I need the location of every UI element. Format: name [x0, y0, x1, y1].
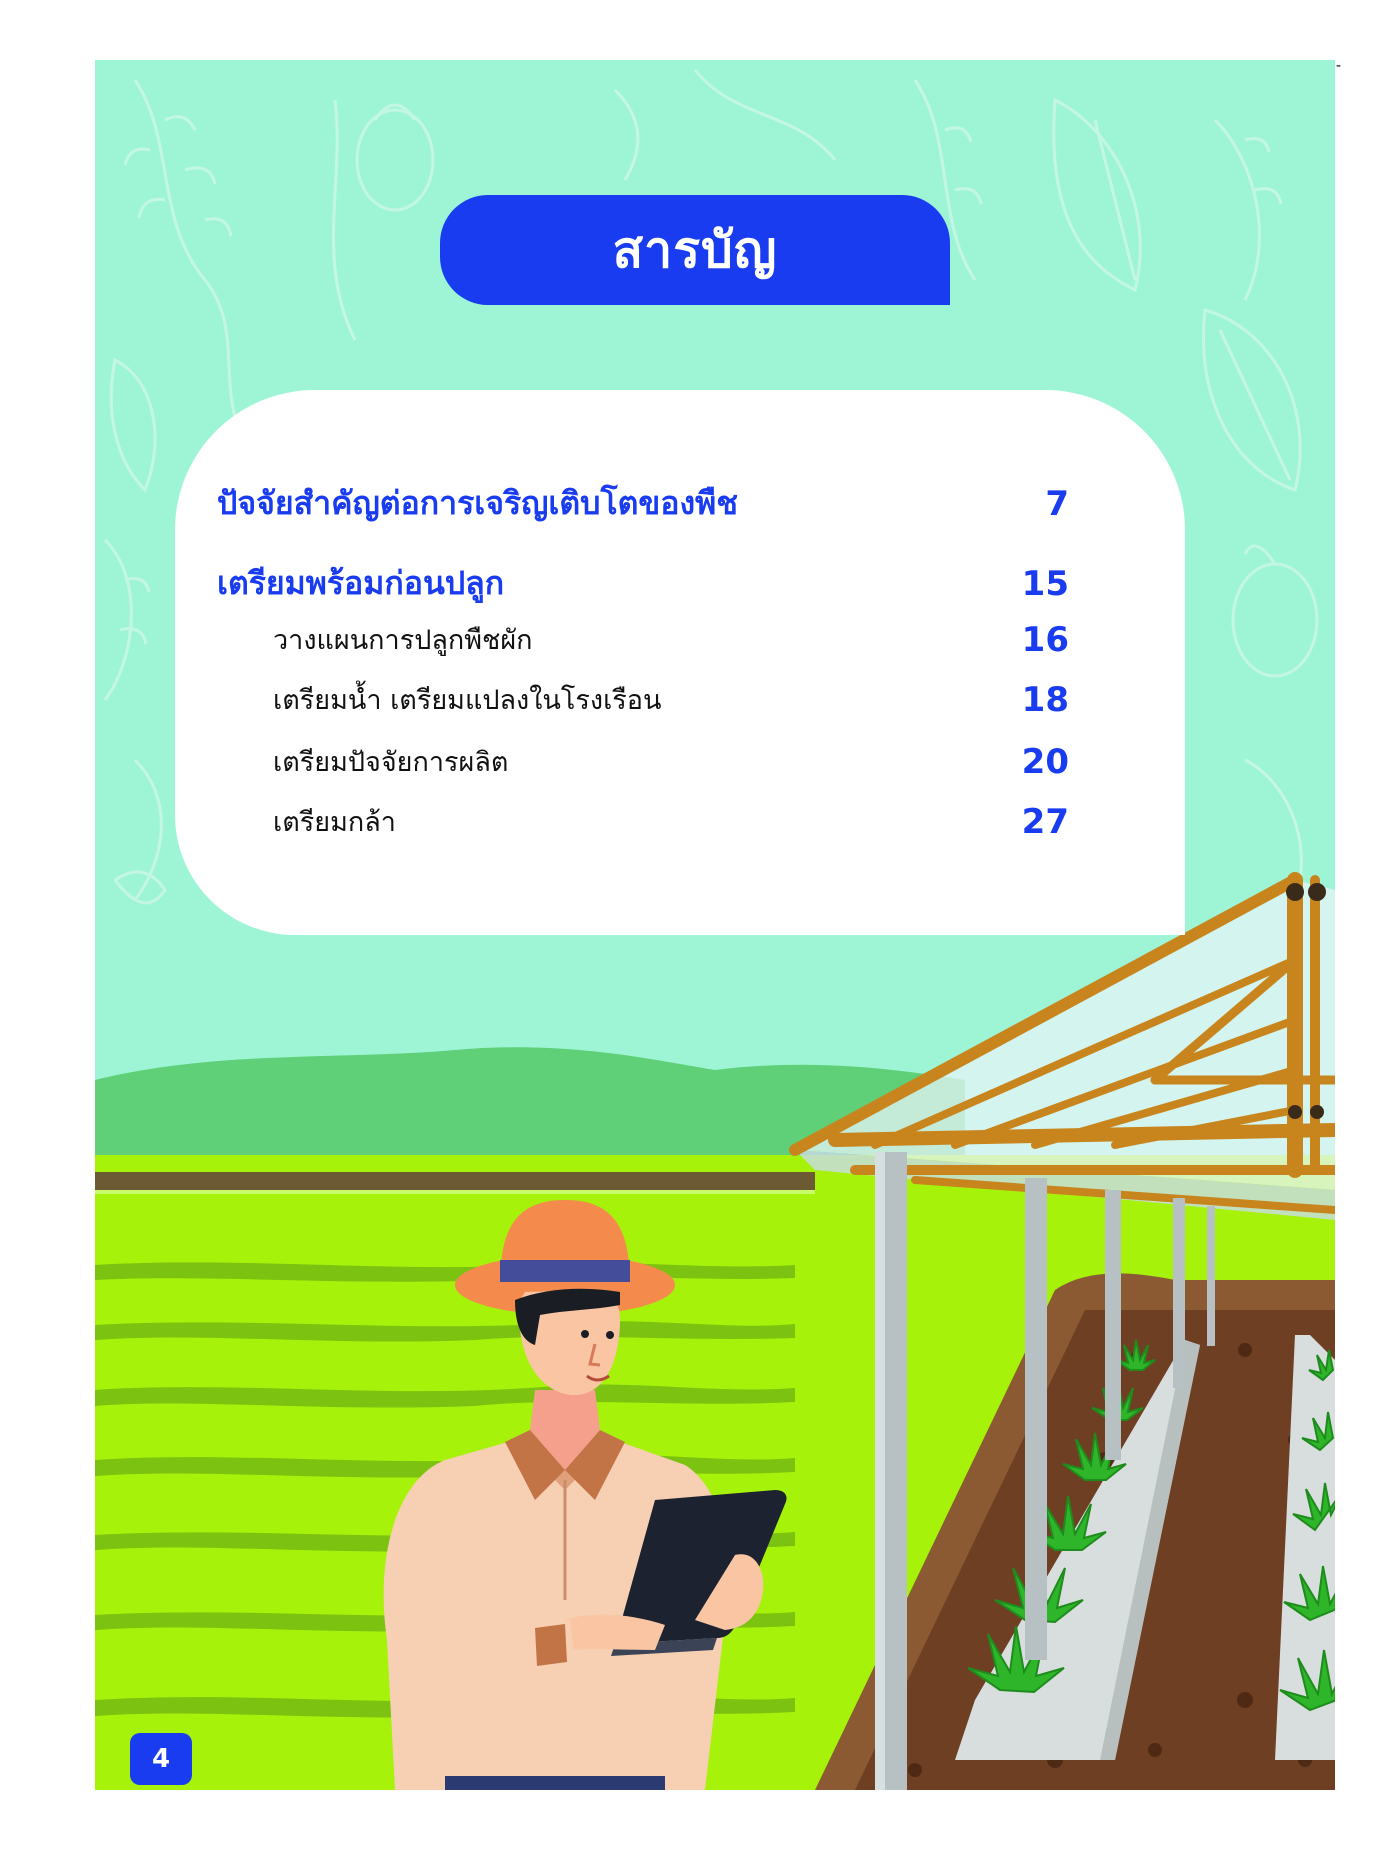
crop-mark: -: [1336, 58, 1342, 74]
toc-subsection-title: เตรียมน้ำ เตรียมแปลงในโรงเรือน: [273, 685, 662, 716]
table-of-contents: [175, 390, 1185, 935]
field-border: [95, 1172, 815, 1190]
toc-subsection-title: วางแผนการปลูกพืชผัก: [273, 625, 533, 656]
toc-section[interactable]: [217, 558, 1069, 609]
toc-subsection[interactable]: [273, 740, 1069, 783]
toc-page-number: 18: [1021, 679, 1069, 720]
toc-section-title: ปัจจัยสำคัญต่อการเจริญเติบโตของพืช: [217, 484, 738, 522]
toc-subsection-title: เตรียมกล้า: [273, 807, 396, 838]
toc-subsection-title: เตรียมปัจจัยการผลิต: [273, 747, 509, 778]
document-page: [95, 60, 1335, 1790]
toc-section-title: เตรียมพร้อมก่อนปลูก: [217, 564, 505, 602]
toc-page-number: 15: [1021, 563, 1069, 604]
toc-subsection[interactable]: [273, 800, 1069, 843]
toc-page-number: 27: [1021, 801, 1069, 842]
toc-page-number: 7: [1045, 483, 1069, 524]
page-title: สารบัญ: [612, 220, 778, 279]
toc-page-number: 16: [1021, 619, 1069, 660]
toc-section[interactable]: [217, 478, 1069, 529]
toc-subsection[interactable]: [273, 618, 1069, 661]
toc-subsection[interactable]: [273, 678, 1069, 721]
title-banner: [440, 195, 950, 305]
toc-page-number: 20: [1021, 741, 1069, 782]
page-number-badge: [130, 1733, 192, 1785]
page-number: 4: [151, 1744, 171, 1774]
